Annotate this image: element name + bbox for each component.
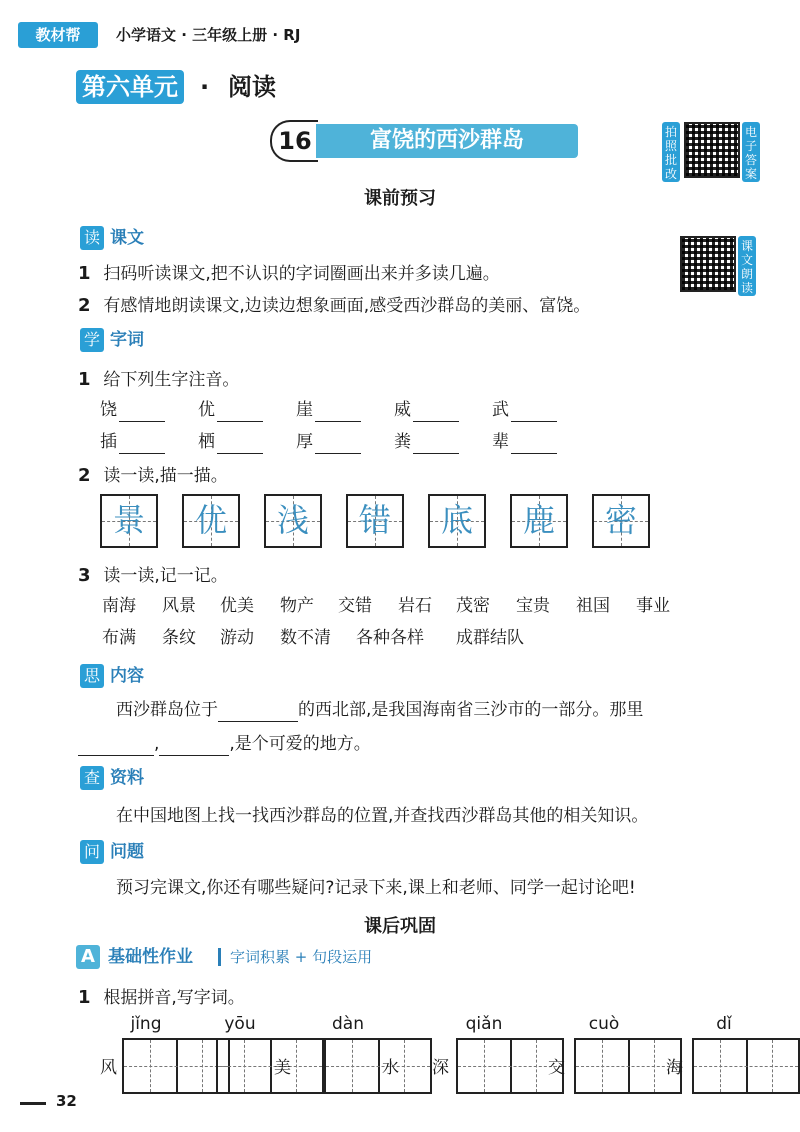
page-number: 32 <box>56 1092 77 1110</box>
trace-box[interactable] <box>264 494 322 548</box>
word: 各种各样 <box>356 628 424 648</box>
learn-section-label: 字词 <box>110 330 144 350</box>
char-item <box>198 430 263 454</box>
given-char: 海 <box>666 1058 683 1078</box>
char-item <box>492 430 557 454</box>
trace-char: 错 <box>358 501 391 539</box>
answer-blank[interactable] <box>511 403 557 422</box>
word: 事业 <box>636 596 670 616</box>
pinyin: dǐ <box>716 1014 732 1034</box>
preview-heading: 课前预习 <box>364 188 436 209</box>
word: 条纹 <box>162 628 196 648</box>
question-text: 读一读,记一记。 <box>103 566 228 586</box>
trace-box[interactable] <box>100 494 158 548</box>
char: 辈 <box>492 432 509 452</box>
learn-q1 <box>78 368 239 392</box>
char-item <box>296 398 361 422</box>
answer-blank[interactable] <box>511 435 557 454</box>
trace-box[interactable] <box>346 494 404 548</box>
pinyin-question <box>78 986 245 1010</box>
write-box[interactable] <box>122 1038 230 1094</box>
check-section-icon: 查 <box>80 766 104 790</box>
learn-q3 <box>78 564 228 588</box>
item-text: 扫码听读课文,把不认识的字词圈画出来并多读几遍。 <box>103 264 500 284</box>
answer-blank[interactable] <box>315 403 361 422</box>
char: 栖 <box>198 432 215 452</box>
pinyin: jǐng <box>130 1014 162 1034</box>
word: 优美 <box>220 596 254 616</box>
post-heading: 课后巩固 <box>364 916 436 937</box>
given-char: 交 <box>548 1058 565 1078</box>
word: 物产 <box>280 596 314 616</box>
char: 威 <box>394 400 411 420</box>
char-item <box>100 398 165 422</box>
item-text: 有感情地朗读课文,边读边想象画面,感受西沙群岛的美丽、富饶。 <box>103 296 591 316</box>
word: 交错 <box>338 596 372 616</box>
char: 插 <box>100 432 117 452</box>
lesson-title: 富饶的西沙群岛 <box>316 124 578 158</box>
char: 武 <box>492 400 509 420</box>
text-reading-label: 课文朗读 <box>738 236 756 296</box>
homework-sub: 字词积累 + 句段运用 <box>230 948 373 966</box>
pinyin: qiǎn <box>465 1014 503 1034</box>
trace-char: 浅 <box>276 501 309 539</box>
question-text: 给下列生字注音。 <box>103 370 240 390</box>
think-line-2 <box>78 732 371 756</box>
fill-blank[interactable] <box>78 737 154 756</box>
question-number: 3 <box>78 565 91 586</box>
text-segment: , <box>154 734 160 754</box>
learn-section-icon: 学 <box>80 328 104 352</box>
e-answer-label: 电子答案 <box>742 122 760 182</box>
brand-badge: 教材帮 <box>18 22 98 48</box>
pinyin-char-grid <box>0 398 800 468</box>
question-text: 根据拼音,写字词。 <box>103 988 245 1008</box>
text-segment: 的西北部,是我国海南省三沙市的一部分。那里 <box>298 700 644 720</box>
qr-code-answers[interactable] <box>684 122 740 178</box>
read-section-label: 课文 <box>110 228 144 248</box>
item-number: 1 <box>78 263 91 284</box>
word: 祖国 <box>576 596 610 616</box>
read-item-1 <box>78 262 500 286</box>
question-number: 1 <box>78 987 91 1008</box>
char-item <box>492 398 557 422</box>
word: 茂密 <box>456 596 490 616</box>
answer-blank[interactable] <box>413 435 459 454</box>
check-text: 在中国地图上找一找西沙群岛的位置,并查找西沙群岛其他的相关知识。 <box>116 806 649 826</box>
trace-char: 鹿 <box>522 501 555 539</box>
char-item <box>394 398 459 422</box>
homework-label: 基础性作业 <box>108 947 193 967</box>
qr-code-reading[interactable] <box>680 236 736 292</box>
char-item <box>100 430 165 454</box>
trace-char: 密 <box>604 501 637 539</box>
fill-blank[interactable] <box>159 737 229 756</box>
think-line-1 <box>116 698 643 722</box>
unit-badge: 第六单元 <box>76 70 184 104</box>
item-number: 2 <box>78 295 91 316</box>
think-section-icon: 思 <box>80 664 104 688</box>
given-char: 风 <box>100 1058 117 1078</box>
pinyin: cuò <box>588 1014 620 1034</box>
question-number: 2 <box>78 465 91 486</box>
answer-blank[interactable] <box>119 403 165 422</box>
write-box[interactable] <box>692 1038 800 1094</box>
trace-box[interactable] <box>182 494 240 548</box>
answer-blank[interactable] <box>217 403 263 422</box>
ask-section-label: 问题 <box>110 842 144 862</box>
given-char: 深 <box>432 1058 449 1078</box>
ask-text: 预习完课文,你还有哪些疑问?记录下来,课上和老师、同学一起讨论吧! <box>116 878 636 898</box>
homework-level-icon: A <box>76 945 100 969</box>
word: 风景 <box>162 596 196 616</box>
trace-char: 景 <box>112 501 145 539</box>
word: 成群结队 <box>456 628 524 648</box>
given-char: 水 <box>382 1058 399 1078</box>
read-item-2 <box>78 294 590 318</box>
unit-separator: · <box>200 73 210 101</box>
char: 粪 <box>394 432 411 452</box>
photo-grading-label: 拍照批改 <box>662 122 680 182</box>
char-item <box>198 398 263 422</box>
trace-char: 底 <box>440 501 473 539</box>
unit-reading: 阅读 <box>228 73 276 101</box>
write-box[interactable] <box>216 1038 324 1094</box>
think-section-label: 内容 <box>110 666 144 686</box>
char: 厚 <box>296 432 313 452</box>
question-text: 读一读,描一描。 <box>103 466 228 486</box>
word: 游动 <box>220 628 254 648</box>
char: 饶 <box>100 400 117 420</box>
write-box[interactable] <box>324 1038 432 1094</box>
char: 崖 <box>296 400 313 420</box>
word: 南海 <box>102 596 136 616</box>
tracing-grid <box>0 494 800 550</box>
divider <box>218 948 221 966</box>
subject-title: 小学语文 · 三年级上册 · RJ <box>116 26 301 44</box>
question-number: 1 <box>78 369 91 390</box>
read-section-icon: 读 <box>80 226 104 250</box>
answer-blank[interactable] <box>315 435 361 454</box>
word-list <box>0 594 800 654</box>
answer-blank[interactable] <box>217 435 263 454</box>
pinyin: dàn <box>332 1014 364 1034</box>
text-segment: ,是个可爱的地方。 <box>229 734 371 754</box>
trace-box[interactable] <box>510 494 568 548</box>
fill-blank[interactable] <box>218 703 298 722</box>
lesson-number: 16 <box>270 120 318 162</box>
text-segment: 西沙群岛位于 <box>116 700 218 720</box>
pinyin: yōu <box>224 1014 256 1034</box>
char: 优 <box>198 400 215 420</box>
answer-blank[interactable] <box>119 435 165 454</box>
answer-blank[interactable] <box>413 403 459 422</box>
trace-box[interactable] <box>592 494 650 548</box>
pinyin-write-grid <box>0 1014 800 1094</box>
ask-section-icon: 问 <box>80 840 104 864</box>
check-section-label: 资料 <box>110 768 144 788</box>
char-item <box>394 430 459 454</box>
page-number-rule <box>20 1102 46 1105</box>
trace-box[interactable] <box>428 494 486 548</box>
word: 宝贵 <box>516 596 550 616</box>
word: 布满 <box>102 628 136 648</box>
char-item <box>296 430 361 454</box>
given-char: 美 <box>274 1058 291 1078</box>
trace-char: 优 <box>194 501 227 539</box>
word: 数不清 <box>280 628 331 648</box>
word: 岩石 <box>398 596 432 616</box>
learn-q2 <box>78 464 228 488</box>
